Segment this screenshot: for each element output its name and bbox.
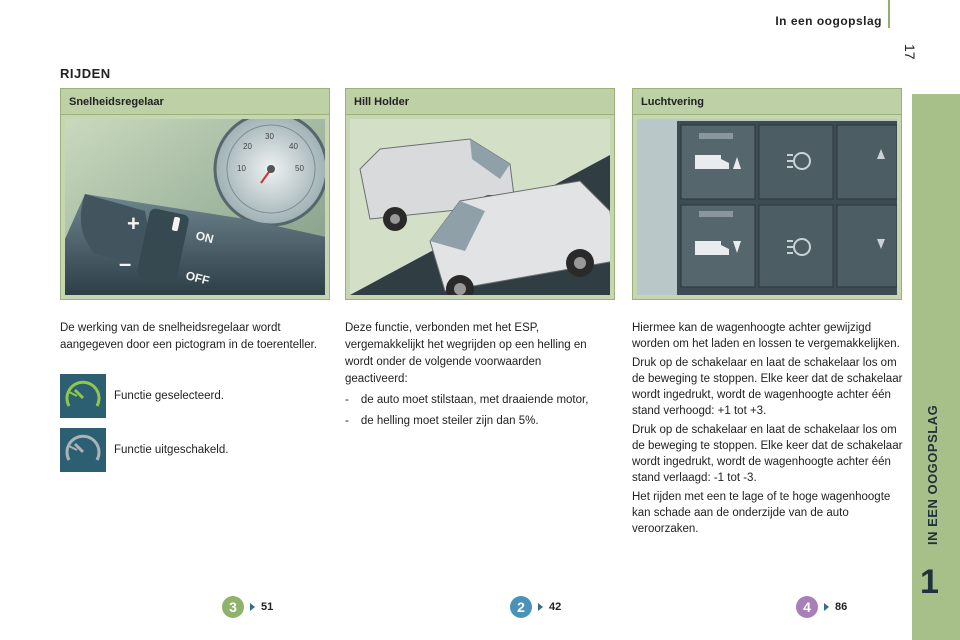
panel-title: Luchtvering [633, 89, 901, 115]
air-suspension-illustration [637, 119, 897, 295]
cruise-disabled-label: Functie uitgeschakeld. [114, 443, 229, 456]
panel-air-suspension [632, 88, 902, 300]
chapter-number: 1 [920, 563, 939, 601]
arrow-right-icon [538, 603, 543, 611]
page-number: 17 [902, 44, 918, 60]
page-ref-chapter-2[interactable] [510, 596, 561, 618]
cruise-disabled-icon [60, 428, 106, 472]
air-paragraph-1: Hiermee kan de wagenhoogte achter gewijzigd worden om het laden en lossen te vergemakkelijken. [632, 322, 900, 350]
svg-text:+: + [127, 211, 140, 236]
page-ref-chapter-4[interactable] [796, 596, 847, 618]
dial-number: 50 [295, 164, 304, 173]
hill-holder-text [345, 320, 605, 430]
arrow-right-icon [250, 603, 255, 611]
stalk-off-label: OFF [184, 268, 211, 288]
icon-row-disabled [60, 428, 228, 472]
header-title: In een oogopslag [775, 14, 882, 28]
panel-cruise-control [60, 88, 330, 300]
panel-hill-holder [345, 88, 615, 300]
hill-intro: Deze functie, verbonden met het ESP, vergemakkelijkt het wegrijden op een helling en wordt onder de volgende voorwaarden geactiveerd: [345, 322, 587, 385]
dial-number: 10 [237, 164, 246, 173]
page-ref-number: 51 [261, 601, 274, 613]
air-suspension-text [632, 320, 904, 537]
bullet-text: de helling moet steiler zijn dan 5%. [360, 415, 539, 427]
stalk-on-label: ON [194, 228, 216, 247]
air-paragraph-2: Druk op de schakelaar en laat de schakelaar los om de beweging te stoppen. Elke keer dat de schakelaar wordt ingedrukt, wordt de wagenhoogte achter één stand verhoogd: +1 tot +3. [632, 357, 903, 417]
section-title: RIJDEN [60, 66, 111, 81]
dial-number: 30 [265, 132, 274, 141]
cruise-selected-icon [60, 374, 106, 418]
chapter-badge: 2 [510, 596, 532, 618]
page-ref-chapter-3[interactable] [222, 596, 273, 618]
page-ref-number: 86 [835, 601, 848, 613]
bullet-dash: - [345, 394, 349, 406]
switch-panel [681, 125, 897, 287]
chapter-label: IN EEN OOGOPSLAG [925, 404, 940, 545]
cruise-control-illustration [65, 119, 325, 295]
bullet-text: de auto moet stilstaan, met draaiende motor, [360, 394, 589, 406]
hill-holder-illustration [350, 119, 610, 295]
dial-number: 20 [243, 142, 252, 151]
bullet-dash: - [345, 415, 349, 427]
panel-title: Hill Holder [346, 89, 614, 115]
list-item [345, 413, 605, 430]
chapter-sidebar [912, 94, 960, 640]
svg-text:–: – [119, 251, 132, 276]
cruise-intro: De werking van de snelheidsregelaar wordt aangegeven door een pictogram in de toerenteller. [60, 322, 318, 351]
arrow-right-icon [824, 603, 829, 611]
icon-row-selected [60, 374, 224, 418]
header-divider [888, 0, 890, 28]
air-paragraph-3: Druk op de schakelaar en laat de schakelaar los om de beweging te stoppen. Elke keer dat de schakelaar wordt ingedrukt, wordt de wagenhoogte achter één stand verlaagd: -1 tot -3. [632, 424, 903, 484]
dial-number: 40 [289, 142, 298, 151]
air-paragraph-4: Het rijden met een te lage of te hoge wagenhoogte kan schade aan de onderzijde van de auto veroorzaken. [632, 491, 891, 535]
panel-title: Snelheidsregelaar [61, 89, 329, 115]
chapter-badge: 4 [796, 596, 818, 618]
page-ref-number: 42 [549, 601, 562, 613]
list-item [345, 392, 605, 409]
chapter-badge: 3 [222, 596, 244, 618]
cruise-selected-label: Functie geselecteerd. [114, 389, 224, 402]
